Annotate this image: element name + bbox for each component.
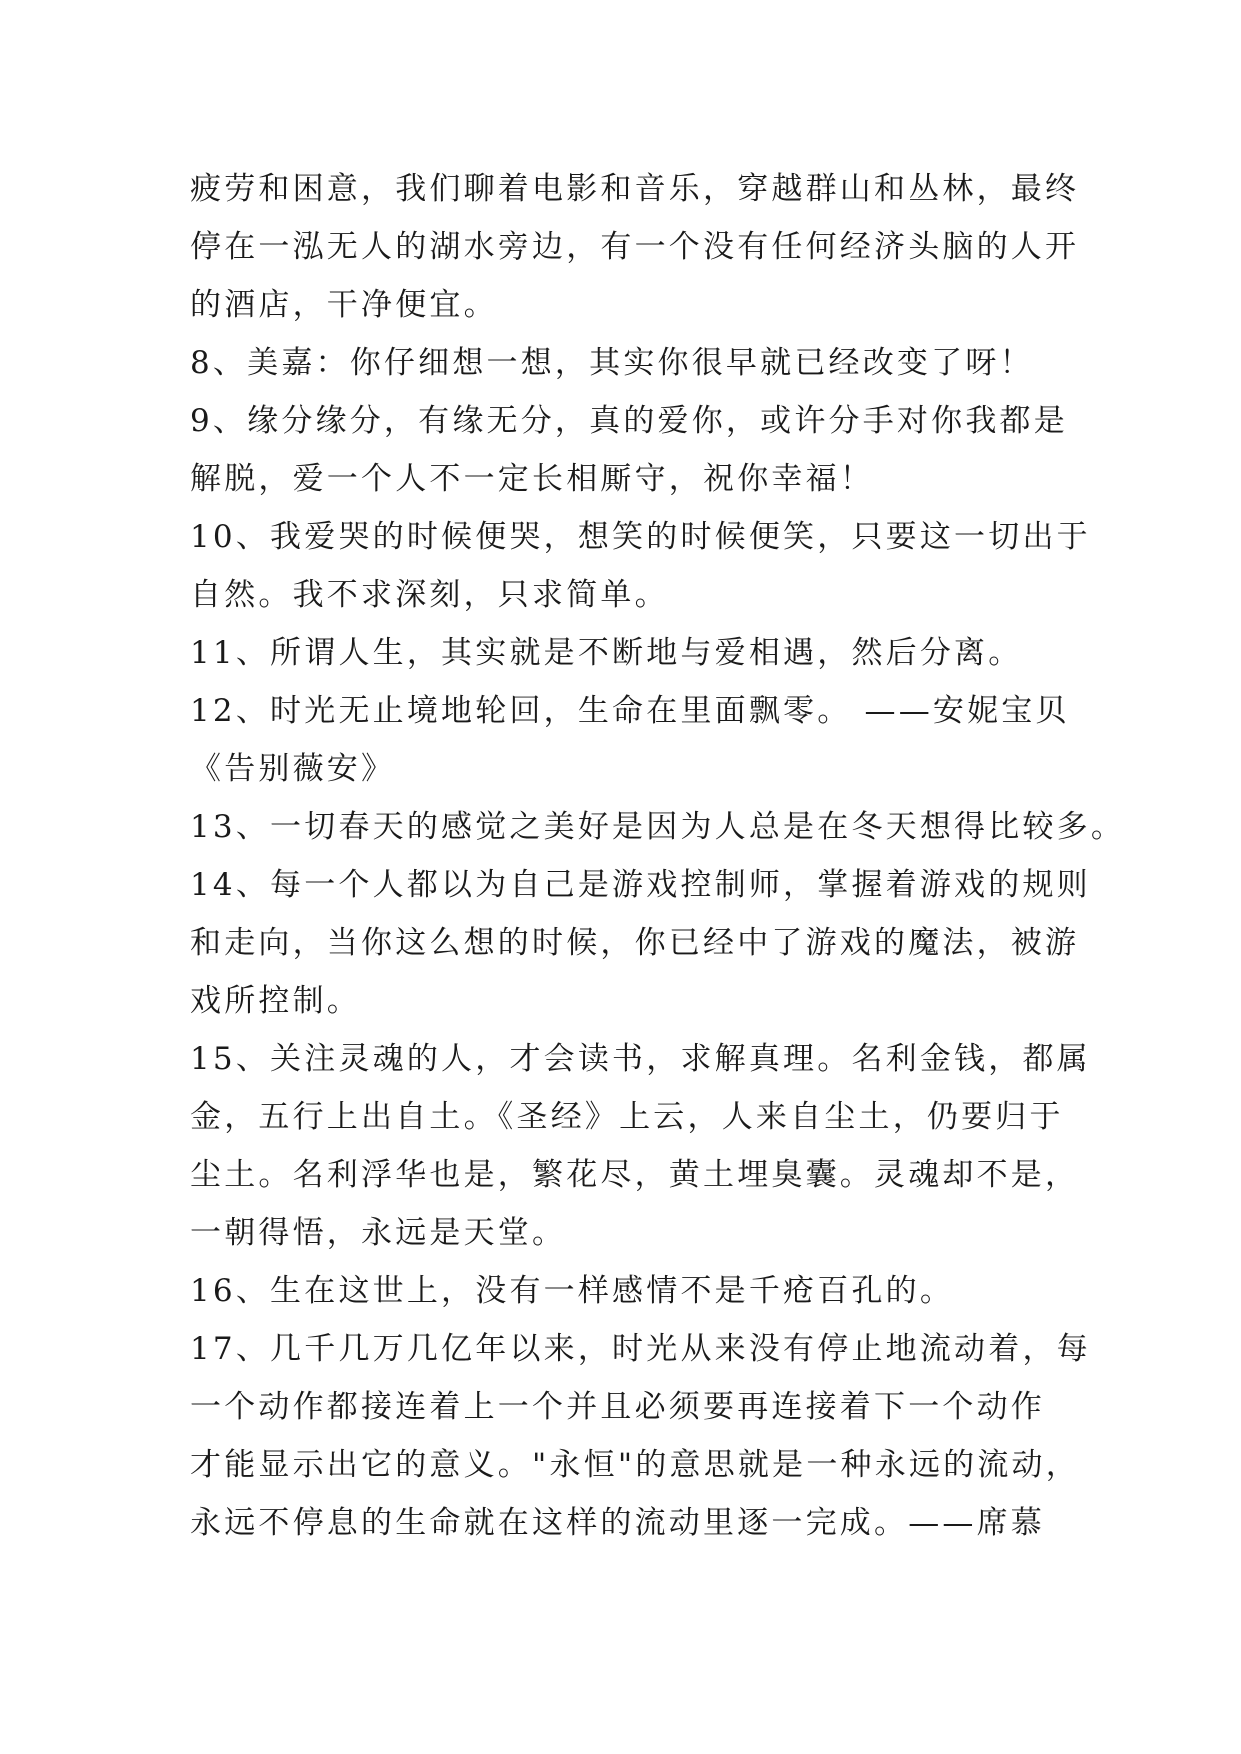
text-line: 解脱，爱一个人不一定长相厮守，祝你幸福！ [190,461,874,497]
text-line: 《告别薇安》 [190,751,396,787]
text-line: 永远不停息的生命就在这样的流动里逐一完成。——席慕 [190,1505,1045,1541]
text-line: 疲劳和困意，我们聊着电影和音乐，穿越群山和丛林，最终 [190,171,1080,207]
text-line: 9、缘分缘分，有缘无分，真的爱你，或许分手对你我都是 [190,403,1068,439]
text-line: 一个动作都接连着上一个并且必须要再连接着下一个动作 [190,1389,1045,1425]
text-line: 戏所控制。 [190,983,361,1019]
text-line: 16、生在这世上，没有一样感情不是千疮百孔的。 [190,1273,955,1309]
text-line: 才能显示出它的意义。"永恒"的意思就是一种永远的流动， [190,1447,1080,1483]
text-line: 的酒店，干净便宜。 [190,287,498,323]
text-line: 一朝得悟，永远是天堂。 [190,1215,567,1251]
text-line: 金，五行上出自土。《圣经》上云，人来自尘土，仍要归于 [190,1099,1064,1135]
text-line: 停在一泓无人的湖水旁边，有一个没有任何经济头脑的人开 [190,229,1080,265]
text-line: 和走向，当你这么想的时候，你已经中了游戏的魔法，被游 [190,925,1080,961]
text-line: 13、一切春天的感觉之美好是因为人总是在冬天想得比较多。 [190,809,1126,845]
text-line: 11、所谓人生，其实就是不断地与爱相遇，然后分离。 [190,635,1023,671]
text-line: 尘土。名利浮华也是，繁花尽，黄土埋臭囊。灵魂却不是， [190,1157,1080,1193]
text-line: 8、美嘉：你仔细想一想，其实你很早就已经改变了呀！ [190,345,1034,381]
text-line: 10、我爱哭的时候便哭，想笑的时候便笑，只要这一切出于 [190,519,1091,555]
text-line: 12、时光无止境地轮回，生命在里面飘零。 ——安妮宝贝 [190,693,1070,729]
text-line: 15、关注灵魂的人，才会读书，求解真理。名利金钱，都属 [190,1041,1091,1077]
document-body [190,160,1126,1552]
text-line: 17、几千几万几亿年以来，时光从来没有停止地流动着，每 [190,1331,1091,1367]
text-line: 14、每一个人都以为自己是游戏控制师，掌握着游戏的规则 [190,867,1091,903]
text-line: 自然。我不求深刻，只求简单。 [190,577,669,613]
